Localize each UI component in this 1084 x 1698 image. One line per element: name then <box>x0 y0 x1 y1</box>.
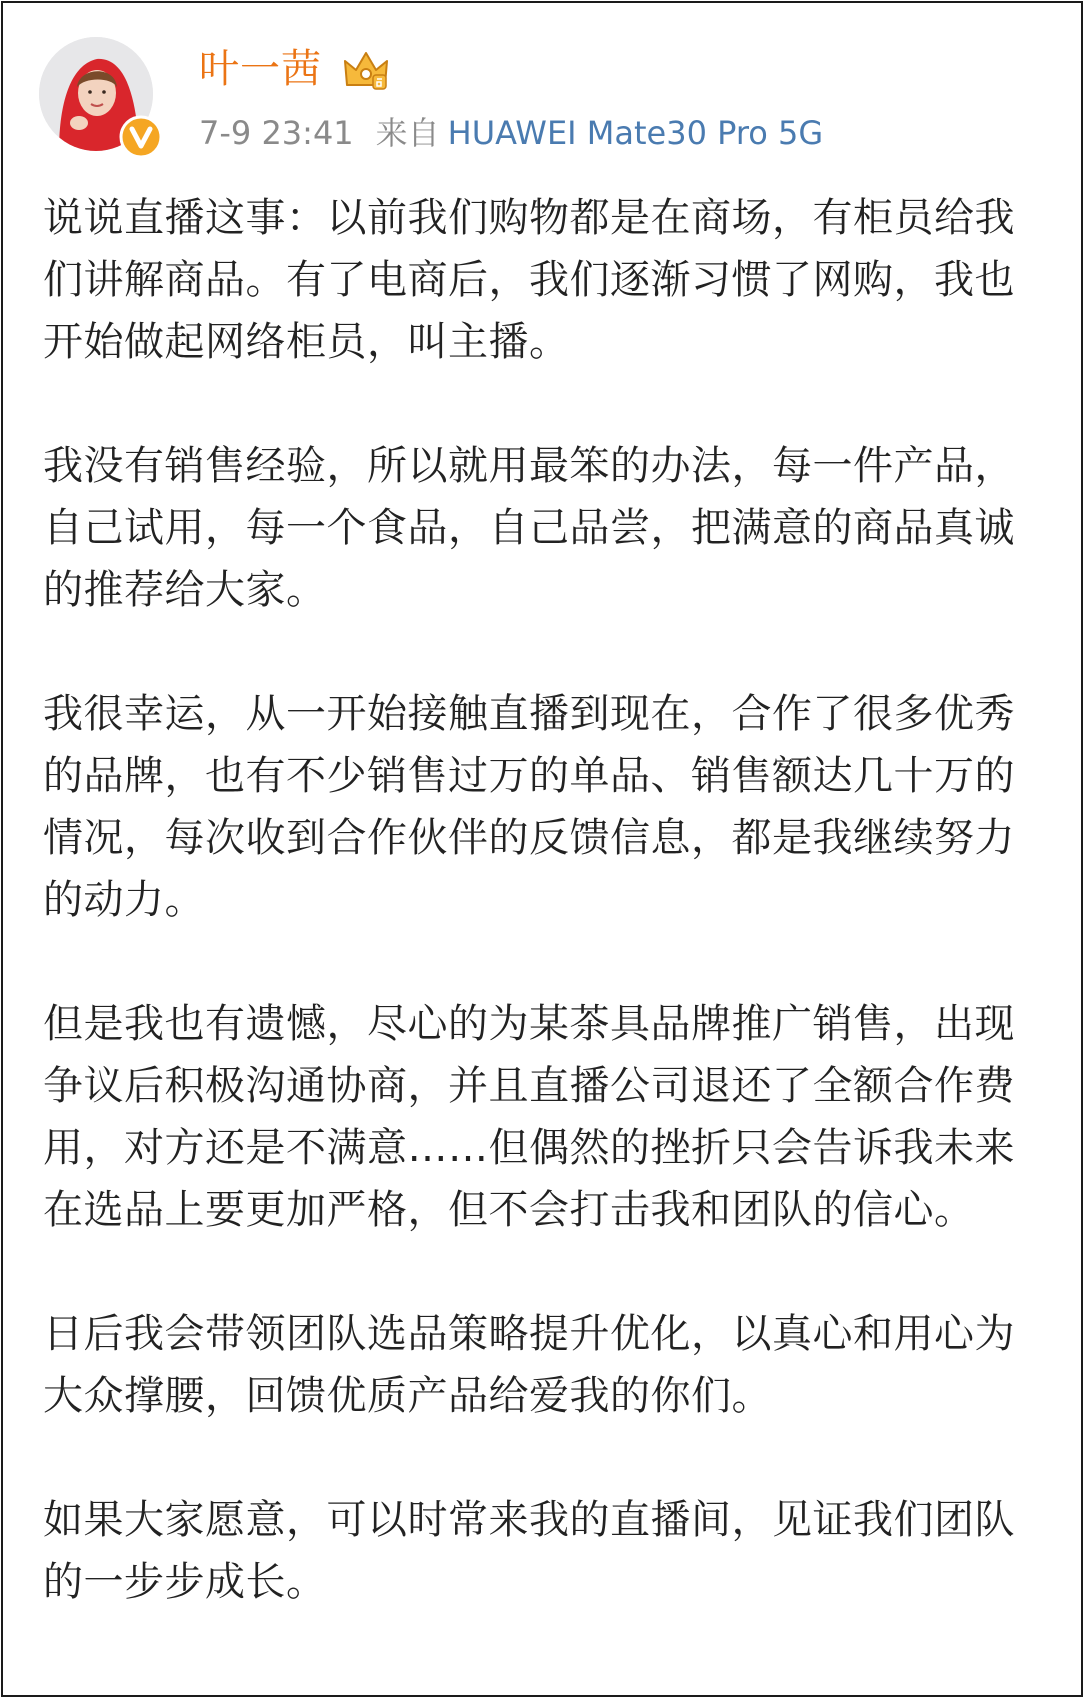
post-meta <box>199 109 823 157</box>
paragraph: 说说直播这事：以前我们购物都是在商场，有柜员给我们讲解商品。有了电商后，我们逐渐习惯了网购，我也开始做起网络柜员，叫主播。 <box>43 195 1015 365</box>
author-name[interactable]: 叶一茜 <box>199 46 322 92</box>
verified-badge-icon <box>119 115 163 159</box>
crown-icon[interactable] <box>341 45 391 95</box>
post-header <box>39 37 1039 157</box>
paragraph: 我没有销售经验，所以就用最笨的办法，每一件产品，自己试用，每一个食品，自己品尝，把满意的商品真诚的推荐给大家。 <box>43 443 1015 613</box>
device-link[interactable]: HUAWEI Mate30 Pro 5G <box>447 114 824 152</box>
paragraph: 日后我会带领团队选品策略提升优化，以真心和用心为大众撑腰，回馈优质产品给爱我的你们。 <box>43 1311 1015 1419</box>
post-body <box>43 187 1051 1613</box>
paragraph: 但是我也有遗憾，尽心的为某茶具品牌推广销售，出现争议后积极沟通协商，并且直播公司退还了全额合作费用，对方还是不满意……但偶然的挫折只会告诉我未来在选品上要更加严格，但不会打击我和团队的信心。 <box>43 1001 1015 1233</box>
paragraph: 我很幸运，从一开始接触直播到现在，合作了很多优秀的品牌，也有不少销售过万的单品、销售额达几十万的情况，每次收到合作伙伴的反馈信息，都是我继续努力的动力。 <box>43 691 1015 923</box>
post-timestamp: 7-9 23:41 <box>199 114 354 152</box>
post-card <box>1 1 1083 1697</box>
paragraph: 如果大家愿意，可以时常来我的直播间，见证我们团队的一步步成长。 <box>43 1497 1015 1605</box>
source-label: 来自 <box>375 114 440 152</box>
